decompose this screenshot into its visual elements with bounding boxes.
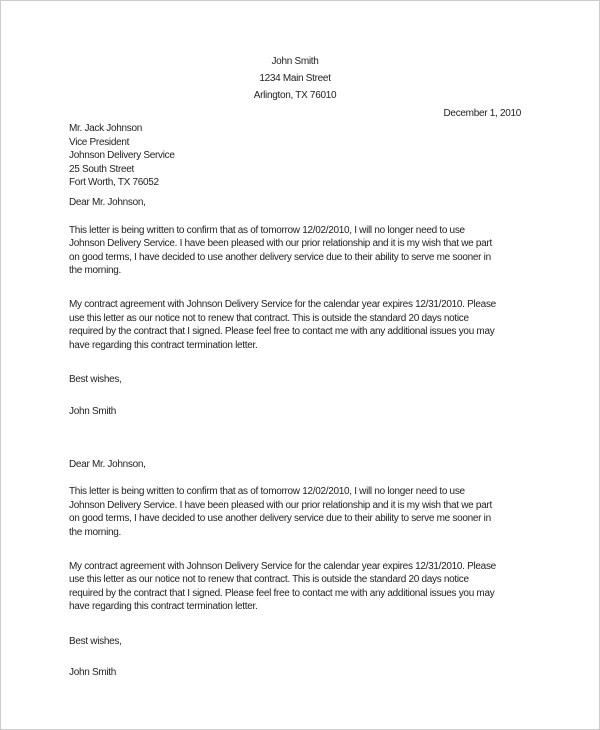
sender-street: 1234 Main Street — [259, 73, 331, 84]
body-line: required by the contract that I signed. Please feel free to contact me with any additional issues you may — [69, 587, 495, 599]
body-line: required by the contract that I signed. Please feel free to contact me with any additional issues you may — [69, 326, 495, 338]
signature-name: John Smith — [69, 405, 117, 417]
sender-city: Arlington, TX 76010 — [253, 90, 337, 101]
recipient-company: Johnson Delivery Service — [69, 150, 175, 162]
body-line: My contract agreement with Johnson Delivery Service for the calendar year expires 12/31/2010. Please — [69, 560, 496, 572]
body-paragraph-2 — [69, 298, 521, 352]
recipient-title: Vice President — [69, 136, 130, 148]
recipient-city: Fort Worth, TX 76052 — [69, 177, 159, 189]
body-line: Johnson Delivery Service. I have been pleased with our prior relationship and it is my wish that we part — [69, 238, 492, 250]
body-line: on good terms, I have decided to use another delivery service due to their ability to serve me sooner in — [69, 251, 491, 263]
body-line: This letter is being written to confirm that as of tomorrow 12/02/2010, I will no longer need to use — [69, 224, 465, 236]
signature-name: John Smith — [69, 666, 117, 678]
sender-name: John Smith — [271, 56, 319, 67]
body-line: This letter is being written to confirm that as of tomorrow 12/02/2010, I will no longer need to use — [69, 486, 465, 498]
body-paragraph-1 — [69, 485, 521, 539]
letter-copy-2 — [69, 458, 521, 679]
body-line: the morning. — [69, 265, 121, 277]
body-paragraph-1 — [69, 224, 521, 278]
recipient-street: 25 South Street — [69, 163, 134, 175]
recipient-name: Mr. Jack Johnson — [69, 123, 143, 135]
salutation: Dear Mr. Johnson, — [69, 197, 146, 209]
body-line: My contract agreement with Johnson Delivery Service for the calendar year expires 12/31/2010. Please — [69, 299, 496, 311]
closing-phrase: Best wishes, — [69, 374, 122, 386]
body-line: on good terms, I have decided to use another delivery service due to their ability to serve me sooner in — [69, 513, 491, 525]
body-line: have regarding this contract termination letter. — [69, 601, 258, 613]
body-line: the morning. — [69, 526, 121, 538]
body-line: use this letter as our notice not to renew that contract. This is outside the standard 20 days notice — [69, 574, 469, 586]
body-line: have regarding this contract termination letter. — [69, 339, 258, 351]
sender-block — [69, 53, 521, 104]
salutation: Dear Mr. Johnson, — [69, 458, 146, 470]
letter-date: December 1, 2010 — [443, 108, 521, 119]
body-line: Johnson Delivery Service. I have been pleased with our prior relationship and it is my wish that we part — [69, 499, 492, 511]
letter-copy-1 — [69, 196, 521, 417]
body-paragraph-2 — [69, 560, 521, 614]
recipient-block — [69, 122, 521, 189]
body-line: use this letter as our notice not to renew that contract. This is outside the standard 20 days notice — [69, 312, 469, 324]
closing-phrase: Best wishes, — [69, 635, 122, 647]
